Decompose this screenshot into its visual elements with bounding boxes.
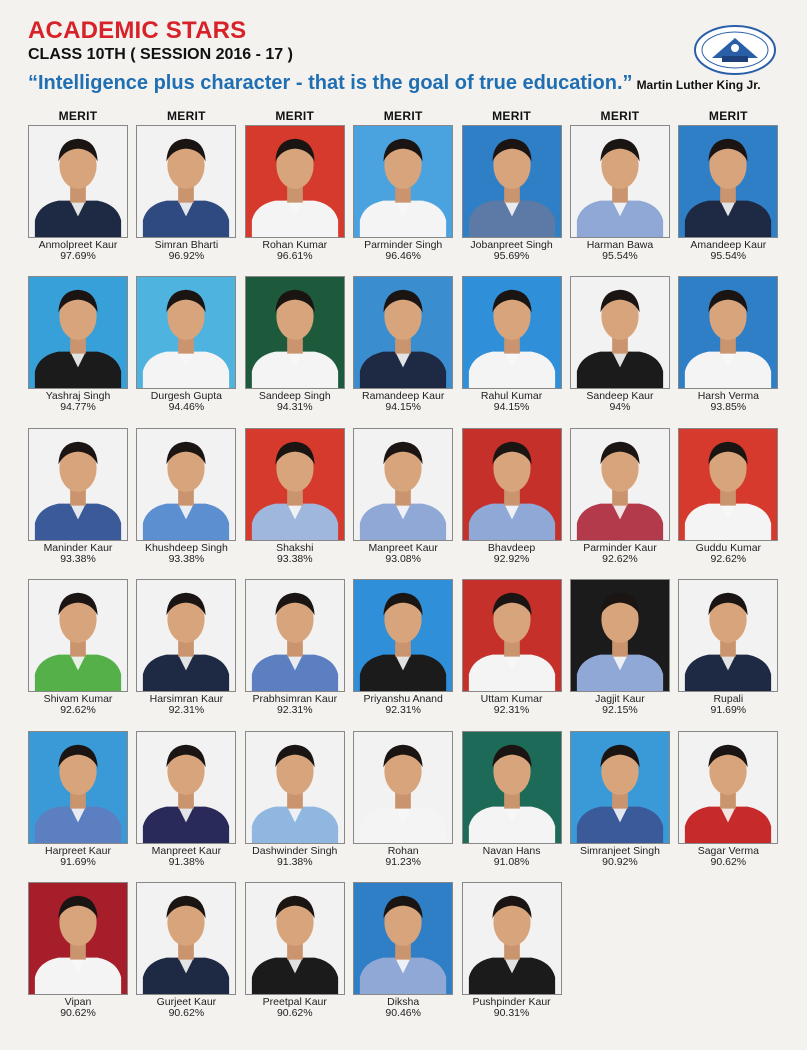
- portrait-icon: [463, 732, 561, 843]
- student-name: Harman Bawa: [586, 239, 654, 251]
- student-name: Priyanshu Anand: [363, 693, 443, 706]
- student-score: 92.92%: [493, 552, 530, 565]
- portrait-icon: [29, 126, 127, 237]
- student-card: [458, 562, 566, 717]
- student-score: 91.69%: [710, 704, 747, 717]
- student-name: Sandeep Singh: [258, 390, 331, 403]
- student-score: 94.15%: [493, 401, 530, 414]
- student-photo: [136, 428, 236, 541]
- student-card: [241, 714, 349, 868]
- student-photo: [136, 276, 236, 389]
- student-score: 90.62%: [276, 1006, 313, 1019]
- portrait-icon: [246, 732, 344, 843]
- student-photo: [462, 579, 562, 692]
- student-card: [349, 108, 457, 262]
- portrait-icon: [354, 580, 452, 691]
- student-score: 90.46%: [385, 1006, 421, 1019]
- student-name: Vipan: [64, 995, 92, 1008]
- student-photo: [353, 882, 453, 995]
- student-score: 90.62%: [60, 1006, 96, 1019]
- student-name: Dashwinder Singh: [252, 844, 338, 857]
- student-name: Shakshi: [276, 541, 314, 554]
- student-card: [24, 865, 132, 1019]
- portrait-icon: [137, 126, 235, 237]
- student-score: 97.69%: [60, 250, 96, 262]
- student-card: [241, 562, 349, 717]
- student-photo: [353, 731, 453, 844]
- student-name: Ramandeep Kaur: [362, 390, 445, 403]
- student-score: 90.31%: [493, 1006, 530, 1019]
- student-card: [24, 259, 132, 414]
- student-score: 92.62%: [60, 704, 96, 717]
- page-title: ACADEMIC STARS: [28, 17, 247, 44]
- student-card: [566, 411, 674, 565]
- student-photo: [28, 428, 128, 541]
- student-score: 92.31%: [276, 704, 313, 717]
- student-score: 90.62%: [710, 855, 747, 868]
- student-name: Preetpal Kaur: [262, 995, 327, 1008]
- student-name: Jagjit Kaur: [595, 693, 645, 706]
- portrait-icon: [354, 732, 452, 843]
- quote-author: Martin Luther King Jr.: [636, 78, 761, 92]
- student-name: Diksha: [387, 995, 420, 1008]
- portrait-icon: [29, 580, 127, 691]
- portrait-icon: [354, 883, 452, 994]
- student-photo: [570, 125, 670, 238]
- student-photo: [136, 579, 236, 692]
- student-name: Yashraj Singh: [45, 390, 111, 403]
- student-card: [458, 259, 566, 414]
- student-grid: [24, 108, 783, 1019]
- student-score: 93.08%: [385, 552, 421, 565]
- portrait-icon: [679, 277, 777, 388]
- portrait-icon: [571, 126, 669, 237]
- student-card: [674, 411, 782, 565]
- merit-label: MERIT: [383, 109, 423, 123]
- student-name: Jobanpreet Singh: [470, 239, 553, 251]
- portrait-icon: [571, 277, 669, 388]
- student-card: [24, 108, 132, 262]
- student-score: 96.92%: [168, 250, 205, 262]
- student-name: Navan Hans: [482, 844, 541, 857]
- student-photo: [353, 428, 453, 541]
- portrait-icon: [246, 883, 344, 994]
- portrait-icon: [463, 126, 561, 237]
- student-card: [241, 108, 349, 262]
- portrait-icon: [246, 429, 344, 540]
- student-card: [349, 714, 457, 868]
- portrait-icon: [137, 732, 235, 843]
- student-photo: [570, 428, 670, 541]
- portrait-icon: [463, 580, 561, 691]
- student-score: 91.38%: [276, 855, 313, 868]
- student-score: 92.31%: [385, 704, 421, 717]
- student-name: Manpreet Kaur: [151, 844, 222, 857]
- portrait-icon: [246, 277, 344, 388]
- student-photo: [245, 276, 345, 389]
- portrait-icon: [246, 580, 344, 691]
- student-photo: [136, 731, 236, 844]
- student-card: [241, 411, 349, 565]
- student-name: Uttam Kumar: [480, 693, 543, 706]
- portrait-icon: [29, 732, 127, 843]
- student-name: Guddu Kumar: [695, 541, 762, 554]
- student-photo: [678, 428, 778, 541]
- portrait-icon: [463, 883, 561, 994]
- portrait-icon: [679, 580, 777, 691]
- student-score: 91.69%: [60, 855, 96, 868]
- portrait-icon: [137, 883, 235, 994]
- merit-label: MERIT: [708, 109, 748, 123]
- student-photo: [462, 125, 562, 238]
- student-score: 94.77%: [60, 401, 96, 414]
- student-card: [349, 865, 457, 1019]
- student-card: [132, 108, 240, 262]
- student-card: [132, 411, 240, 565]
- quote-text: “Intelligence plus character - that is the goal of true education.”: [28, 72, 633, 94]
- portrait-icon: [137, 580, 235, 691]
- student-score: 92.31%: [493, 704, 530, 717]
- student-card: [674, 562, 782, 717]
- student-card: [349, 259, 457, 414]
- student-score: 93.85%: [710, 401, 747, 414]
- student-name: Sagar Verma: [697, 844, 759, 857]
- student-photo: [462, 882, 562, 995]
- student-score: 90.62%: [168, 1006, 205, 1019]
- student-card: [674, 714, 782, 868]
- student-photo: [462, 428, 562, 541]
- student-name: Anmolpreet Kaur: [38, 239, 118, 251]
- portrait-icon: [137, 429, 235, 540]
- student-photo: [245, 428, 345, 541]
- student-photo: [678, 276, 778, 389]
- student-photo: [136, 882, 236, 995]
- student-name: Parminder Singh: [364, 239, 443, 251]
- student-name: Durgesh Gupta: [150, 390, 222, 403]
- merit-label: MERIT: [600, 109, 640, 123]
- student-name: Sandeep Kaur: [586, 390, 654, 403]
- student-score: 90.92%: [602, 855, 638, 868]
- student-photo: [245, 882, 345, 995]
- student-name: Rohan Kumar: [262, 239, 328, 251]
- portrait-icon: [29, 429, 127, 540]
- student-photo: [28, 125, 128, 238]
- class-session-subtitle: CLASS 10TH ( SESSION 2016 - 17 ): [28, 46, 293, 63]
- student-photo: [28, 731, 128, 844]
- student-score: 91.23%: [385, 855, 421, 868]
- student-card: [132, 259, 240, 414]
- student-card: [566, 108, 674, 262]
- student-name: Maninder Kaur: [43, 541, 113, 554]
- student-score: 95.69%: [493, 250, 530, 262]
- student-photo: [462, 731, 562, 844]
- student-photo: [353, 579, 453, 692]
- student-photo: [28, 882, 128, 995]
- student-card: [458, 865, 566, 1019]
- student-photo: [678, 731, 778, 844]
- portrait-icon: [679, 429, 777, 540]
- student-name: Shivam Kumar: [43, 693, 113, 706]
- student-score: 95.54%: [710, 250, 747, 262]
- student-photo: [462, 276, 562, 389]
- student-photo: [678, 125, 778, 238]
- student-card: [566, 259, 674, 414]
- portrait-icon: [571, 429, 669, 540]
- student-score: 91.38%: [168, 855, 205, 868]
- student-name: Manpreet Kaur: [368, 541, 438, 554]
- student-score: 95.54%: [602, 250, 638, 262]
- student-card: [24, 562, 132, 717]
- student-name: Rahul Kumar: [480, 390, 543, 403]
- student-card: [132, 865, 240, 1019]
- quote: [28, 72, 761, 95]
- portrait-icon: [571, 732, 669, 843]
- student-score: 94.31%: [276, 401, 313, 414]
- school-emblem-icon: [692, 24, 778, 76]
- student-score: 94.15%: [385, 401, 421, 414]
- portrait-icon: [571, 580, 669, 691]
- portrait-icon: [137, 277, 235, 388]
- student-photo: [28, 579, 128, 692]
- student-name: Bhavdeep: [487, 541, 536, 554]
- student-card: [458, 411, 566, 565]
- student-photo: [28, 276, 128, 389]
- portrait-icon: [354, 277, 452, 388]
- student-score: 93.38%: [168, 552, 205, 565]
- student-score: 96.46%: [385, 250, 421, 262]
- student-name: Harsh Verma: [697, 390, 759, 403]
- student-name: Parminder Kaur: [583, 541, 657, 554]
- student-name: Prabhsimran Kaur: [252, 693, 338, 706]
- student-name: Harsimran Kaur: [149, 693, 224, 706]
- student-card: [24, 411, 132, 565]
- portrait-icon: [463, 429, 561, 540]
- student-photo: [678, 579, 778, 692]
- student-card: [566, 714, 674, 868]
- student-name: Rupali: [713, 693, 744, 706]
- student-photo: [570, 276, 670, 389]
- student-name: Rohan: [387, 844, 419, 857]
- student-card: [349, 411, 457, 565]
- student-card: [566, 562, 674, 717]
- student-card: [241, 259, 349, 414]
- student-photo: [570, 579, 670, 692]
- student-score: 91.08%: [493, 855, 530, 868]
- portrait-icon: [679, 126, 777, 237]
- student-photo: [245, 731, 345, 844]
- student-name: Gurjeet Kaur: [156, 995, 217, 1008]
- student-score: 96.61%: [276, 250, 313, 262]
- portrait-icon: [354, 429, 452, 540]
- student-score: 93.38%: [276, 552, 313, 565]
- student-card: [241, 865, 349, 1019]
- portrait-icon: [29, 883, 127, 994]
- student-photo: [136, 125, 236, 238]
- student-card: [24, 714, 132, 868]
- student-score: 92.62%: [602, 552, 638, 565]
- portrait-icon: [29, 277, 127, 388]
- student-card: [132, 562, 240, 717]
- student-card: [458, 714, 566, 868]
- student-name: Simran Bharti: [154, 239, 219, 251]
- student-card: [132, 714, 240, 868]
- student-name: Amandeep Kaur: [690, 239, 767, 251]
- student-card: [674, 108, 782, 262]
- merit-label: MERIT: [58, 109, 98, 123]
- student-card: [349, 562, 457, 717]
- portrait-icon: [679, 732, 777, 843]
- portrait-icon: [354, 126, 452, 237]
- student-score: 92.31%: [168, 704, 205, 717]
- portrait-icon: [246, 126, 344, 237]
- student-name: Harpreet Kaur: [45, 844, 111, 857]
- student-photo: [570, 731, 670, 844]
- student-name: Simranjeet Singh: [579, 844, 660, 857]
- student-photo: [353, 125, 453, 238]
- merit-label: MERIT: [166, 109, 206, 123]
- student-score: 94%: [609, 401, 631, 414]
- student-photo: [245, 125, 345, 238]
- student-score: 94.46%: [168, 401, 205, 414]
- student-name: Pushpinder Kaur: [472, 995, 551, 1008]
- merit-label: MERIT: [275, 109, 315, 123]
- student-card: [674, 259, 782, 414]
- student-score: 92.62%: [710, 552, 747, 565]
- student-name: Khushdeep Singh: [144, 541, 228, 554]
- merit-label: MERIT: [492, 109, 531, 123]
- student-photo: [353, 276, 453, 389]
- student-card: [458, 108, 566, 262]
- student-score: 92.15%: [602, 704, 638, 717]
- portrait-icon: [463, 277, 561, 388]
- student-photo: [245, 579, 345, 692]
- student-score: 93.38%: [60, 552, 96, 565]
